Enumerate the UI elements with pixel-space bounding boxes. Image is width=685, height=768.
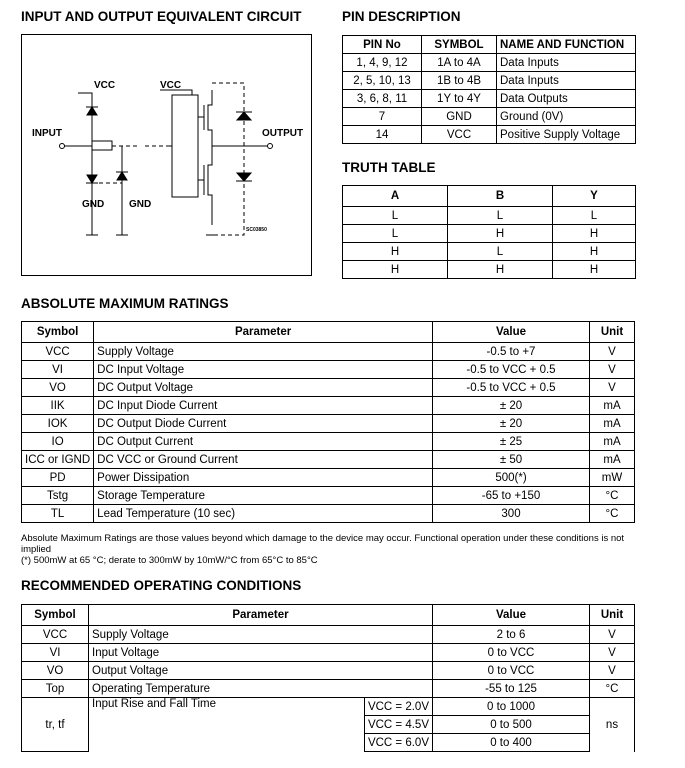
truth-cell: L: [448, 243, 553, 261]
truth-cell: H: [553, 225, 636, 243]
condition-cell: VCC = 4.5V: [364, 716, 432, 734]
condition-cell: VCC = 6.0V: [364, 734, 432, 752]
value-cell: -0.5 to VCC + 0.5: [433, 361, 590, 379]
unit-text: ns: [605, 718, 619, 731]
table-row: [22, 644, 635, 662]
parameter-cell: Power Dissipation: [94, 469, 433, 487]
unit-cell: mA: [590, 433, 635, 451]
recommended-conditions-title: RECOMMENDED OPERATING CONDITIONS: [21, 578, 302, 593]
truth-cell: L: [553, 207, 636, 225]
condition-cell: VCC = 2.0V: [364, 698, 432, 716]
table-row: [343, 126, 636, 144]
unit-cell: mA: [590, 451, 635, 469]
symbol-cell: tr, tf: [22, 698, 89, 752]
gnd-label-2: GND: [129, 199, 152, 210]
unit-cell: V: [590, 361, 635, 379]
parameter-cell: Input Voltage: [89, 644, 433, 662]
unit-cell: [590, 698, 635, 752]
table-row: [22, 343, 635, 361]
unit-cell: V: [590, 343, 635, 361]
unit-cell: °C: [590, 487, 635, 505]
table-row: [22, 680, 635, 698]
table-row: [343, 225, 636, 243]
table-row: [22, 415, 635, 433]
symbol-cell: IOK: [22, 415, 94, 433]
pin-function: Ground (0V): [497, 108, 636, 126]
table-row: [343, 207, 636, 225]
symbol-cell: VI: [22, 644, 89, 662]
value-cell: -55 to 125: [433, 680, 590, 698]
parameter-cell: Supply Voltage: [94, 343, 433, 361]
parameter-cell: DC Output Voltage: [94, 379, 433, 397]
pin-number: 2, 5, 10, 13: [343, 72, 422, 90]
value-cell: ± 20: [433, 397, 590, 415]
unit-cell: V: [590, 379, 635, 397]
table-row: [343, 261, 636, 279]
pin-function: Data Outputs: [497, 90, 636, 108]
table-row: [22, 433, 635, 451]
pin-number: 14: [343, 126, 422, 144]
pin-symbol: VCC: [422, 126, 497, 144]
symbol-cell: VO: [22, 379, 94, 397]
parameter-cell: Supply Voltage: [89, 626, 433, 644]
symbol-cell: TL: [22, 505, 94, 523]
table-row: [22, 361, 635, 379]
value-cell: 500(*): [433, 469, 590, 487]
value-cell: 0 to 500: [433, 716, 590, 734]
parameter-cell: DC Input Diode Current: [94, 397, 433, 415]
value-cell: -65 to +150: [433, 487, 590, 505]
value-cell: 300: [433, 505, 590, 523]
truth-cell: H: [343, 261, 448, 279]
equivalent-circuit-diagram: [21, 34, 312, 276]
parameter-cell: Output Voltage: [89, 662, 433, 680]
parameter-cell: Lead Temperature (10 sec): [94, 505, 433, 523]
recommended-conditions-table: [21, 604, 635, 752]
pin-number: 3, 6, 8, 11: [343, 90, 422, 108]
table-row: [22, 469, 635, 487]
amr-footnote: Absolute Maximum Ratings are those values beyond which damage to the device may occur. Functional operation under these conditions is not implied: [21, 533, 625, 555]
pin-symbol: GND: [422, 108, 497, 126]
vcc-label-1: VCC: [94, 80, 116, 91]
value-cell: ± 50: [433, 451, 590, 469]
pin-number: 1, 4, 9, 12: [343, 54, 422, 72]
table-row: [22, 662, 635, 680]
symbol-cell: VCC: [22, 343, 94, 361]
symbol-cell: IIK: [22, 397, 94, 415]
absolute-max-ratings-table: [21, 321, 635, 523]
vcc-label-2: VCC: [160, 80, 182, 91]
truth-table-title: TRUTH TABLE: [342, 160, 436, 175]
unit-cell: mW: [590, 469, 635, 487]
input-label: INPUT: [32, 128, 62, 139]
figure-code: SC03850: [246, 227, 267, 233]
table-row: [22, 487, 635, 505]
circuit-title: INPUT AND OUTPUT EQUIVALENT CIRCUIT: [21, 9, 302, 24]
symbol-cell: VI: [22, 361, 94, 379]
truth-header-b: B: [448, 186, 553, 207]
pin-function: Data Inputs: [497, 72, 636, 90]
parameter-header: Parameter: [89, 605, 433, 626]
value-cell: 0 to VCC: [433, 644, 590, 662]
table-row: [22, 505, 635, 523]
parameter-header: Parameter: [94, 322, 433, 343]
symbol-cell: IO: [22, 433, 94, 451]
parameter-cell: Operating Temperature: [89, 680, 433, 698]
truth-cell: L: [343, 225, 448, 243]
truth-cell: H: [448, 261, 553, 279]
table-row: [343, 54, 636, 72]
truth-cell: L: [343, 207, 448, 225]
output-label: OUTPUT: [262, 128, 304, 139]
unit-cell: °C: [590, 505, 635, 523]
pin-number: 7: [343, 108, 422, 126]
truth-header-a: A: [343, 186, 448, 207]
pin-function: Positive Supply Voltage: [497, 126, 636, 144]
value-header: Value: [433, 322, 590, 343]
table-row: [343, 243, 636, 261]
table-row: [22, 451, 635, 469]
symbol-header: Symbol: [22, 605, 89, 626]
pin-description-title: PIN DESCRIPTION: [342, 9, 461, 24]
symbol-cell: ICC or IGND: [22, 451, 94, 469]
unit-cell: °C: [590, 680, 635, 698]
symbol-cell: Top: [22, 680, 89, 698]
truth-cell: H: [448, 225, 553, 243]
table-row: [343, 108, 636, 126]
symbol-cell: VO: [22, 662, 89, 680]
parameter-cell: Storage Temperature: [94, 487, 433, 505]
truth-cell: H: [343, 243, 448, 261]
amr-power-footnote: (*) 500mW at 65 °C; derate to 300mW by 10mW/°C from 65°C to 85°C: [21, 555, 318, 566]
pin-symbol: 1Y to 4Y: [422, 90, 497, 108]
truth-cell: H: [553, 261, 636, 279]
symbol-header: SYMBOL: [422, 36, 497, 54]
table-row: [22, 626, 635, 644]
value-cell: ± 20: [433, 415, 590, 433]
truth-cell: L: [448, 207, 553, 225]
truth-cell: H: [553, 243, 636, 261]
value-cell: 0 to 400: [433, 734, 590, 752]
table-row: [22, 379, 635, 397]
value-cell: -0.5 to +7: [433, 343, 590, 361]
symbol-cell: VCC: [22, 626, 89, 644]
unit-cell: mA: [590, 415, 635, 433]
absolute-max-ratings-title: ABSOLUTE MAXIMUM RATINGS: [21, 296, 229, 311]
unit-header: Unit: [590, 605, 635, 626]
table-row: [343, 90, 636, 108]
value-cell: 0 to VCC: [433, 662, 590, 680]
unit-cell: V: [590, 644, 635, 662]
unit-header: Unit: [590, 322, 635, 343]
table-row: [22, 698, 635, 716]
unit-cell: V: [590, 662, 635, 680]
parameter-cell: DC VCC or Ground Current: [94, 451, 433, 469]
parameter-cell: DC Output Current: [94, 433, 433, 451]
symbol-cell: Tstg: [22, 487, 94, 505]
value-cell: 2 to 6: [433, 626, 590, 644]
unit-cell: V: [590, 626, 635, 644]
value-cell: 0 to 1000: [433, 698, 590, 716]
pin-symbol: 1B to 4B: [422, 72, 497, 90]
name-function-header: NAME AND FUNCTION: [497, 36, 636, 54]
symbol-header: Symbol: [22, 322, 94, 343]
gnd-label-1: GND: [82, 199, 105, 210]
truth-table: [342, 185, 636, 279]
pin-description-table: [342, 35, 636, 144]
table-row: [343, 72, 636, 90]
value-cell: ± 25: [433, 433, 590, 451]
value-cell: -0.5 to VCC + 0.5: [433, 379, 590, 397]
parameter-cell: Input Rise and Fall Time: [89, 698, 365, 752]
value-header: Value: [433, 605, 590, 626]
pin-function: Data Inputs: [497, 54, 636, 72]
pin-symbol: 1A to 4A: [422, 54, 497, 72]
table-row: [22, 397, 635, 415]
unit-cell: mA: [590, 397, 635, 415]
parameter-cell: DC Input Voltage: [94, 361, 433, 379]
parameter-cell: DC Output Diode Current: [94, 415, 433, 433]
pin-no-header: PIN No: [343, 36, 422, 54]
truth-header-y: Y: [553, 186, 636, 207]
symbol-cell: PD: [22, 469, 94, 487]
